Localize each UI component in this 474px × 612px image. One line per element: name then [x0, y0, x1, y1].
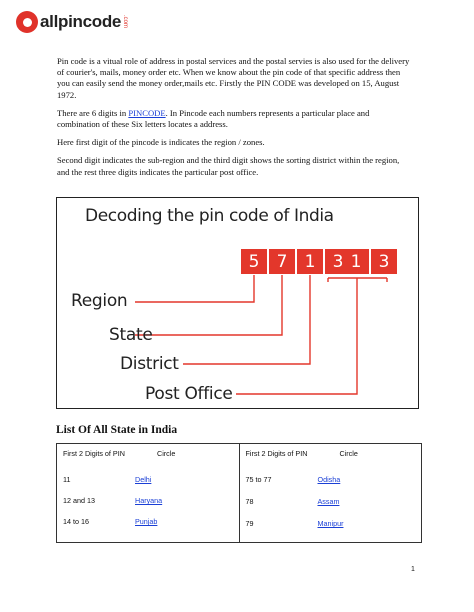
circle-link-odisha[interactable]: Odisha — [317, 475, 341, 484]
district-connector — [183, 275, 310, 364]
table-row — [63, 475, 233, 496]
paragraph-first-digit: Here first digit of the pincode is indicates the region / zones. — [57, 137, 265, 148]
pin-range: 11 — [63, 475, 71, 484]
pin-range: 14 to 16 — [63, 517, 89, 526]
digit-box-1: 5 — [241, 249, 267, 274]
region-connector — [135, 275, 254, 302]
pin-range: 75 to 77 — [245, 475, 272, 484]
state-connector — [135, 275, 282, 335]
page-number: 1 — [411, 566, 415, 573]
table-row — [246, 497, 416, 519]
logo-domain-suffix: .com — [122, 15, 129, 29]
table-row — [246, 519, 416, 540]
location-pin-icon — [16, 11, 38, 33]
pincode-link[interactable]: PINCODE — [128, 107, 166, 118]
table-right-rows — [240, 458, 422, 540]
digit-box-2: 7 — [269, 249, 295, 274]
paragraph-digits-start: There are 6 digits in — [57, 107, 129, 118]
state-list-heading: List Of All State in India — [56, 424, 178, 436]
digit-box-6: 3 — [371, 249, 397, 274]
table-header — [240, 444, 422, 458]
digit-box-4: 3 — [325, 249, 351, 274]
diagram-title: Decoding the pin code of India — [85, 206, 334, 226]
table-row — [63, 496, 233, 517]
header-circle: Circle — [157, 449, 176, 458]
header-circle: Circle — [339, 449, 358, 458]
circle-link-assam[interactable]: Assam — [317, 497, 340, 506]
pin-range: 78 — [245, 497, 254, 506]
header-first-digits: First 2 Digits of PIN — [245, 449, 308, 458]
circle-link-punjab[interactable]: Punjab — [135, 517, 158, 526]
pin-range: 12 and 13 — [63, 496, 95, 505]
intro-text — [57, 56, 412, 185]
paragraph-intro: Pin code is a vitual role of address in postal services and the postal servies is also used for the delivery of courier's, mails, money order etc. When we know about the pin code of that specific address then you can easily send the money order,mails etc. Firstly the PIN CODE was developed on 15, August 1972. — [57, 56, 410, 100]
digit-box-3: 1 — [297, 249, 323, 274]
table-left-rows — [57, 458, 239, 538]
table-row — [246, 475, 416, 497]
header-first-digits: First 2 Digits of PIN — [63, 449, 125, 458]
table-left-column — [57, 444, 240, 543]
table-header — [57, 444, 239, 458]
table-right-column — [239, 444, 422, 543]
paragraph-digits — [57, 108, 412, 130]
post-office-bracket — [328, 278, 387, 282]
label-region: Region — [71, 291, 128, 311]
label-state: State — [109, 325, 153, 345]
label-post-office: Post Office — [145, 384, 233, 404]
digit-box-5: 1 — [343, 249, 369, 274]
paragraph-digits-end: . In Pincode each numbers represents a particular place and combination of these Six letters locates a address. — [57, 107, 370, 130]
circle-link-haryana[interactable]: Haryana — [135, 496, 163, 505]
table-row — [63, 517, 233, 538]
site-logo — [16, 10, 128, 34]
pin-range: 79 — [245, 519, 254, 528]
label-district: District — [120, 354, 179, 374]
paragraph-second-digit: Second digit indicates the sub-region and the third digit shows the sorting district within the region, and the rest three digits indicates the particular post office. — [57, 155, 400, 177]
circle-link-manipur[interactable]: Manipur — [317, 519, 344, 528]
pincode-diagram — [56, 197, 419, 409]
logo-text: allpincode — [40, 12, 122, 31]
state-pin-table — [56, 443, 422, 543]
circle-link-delhi[interactable]: Delhi — [135, 475, 152, 484]
